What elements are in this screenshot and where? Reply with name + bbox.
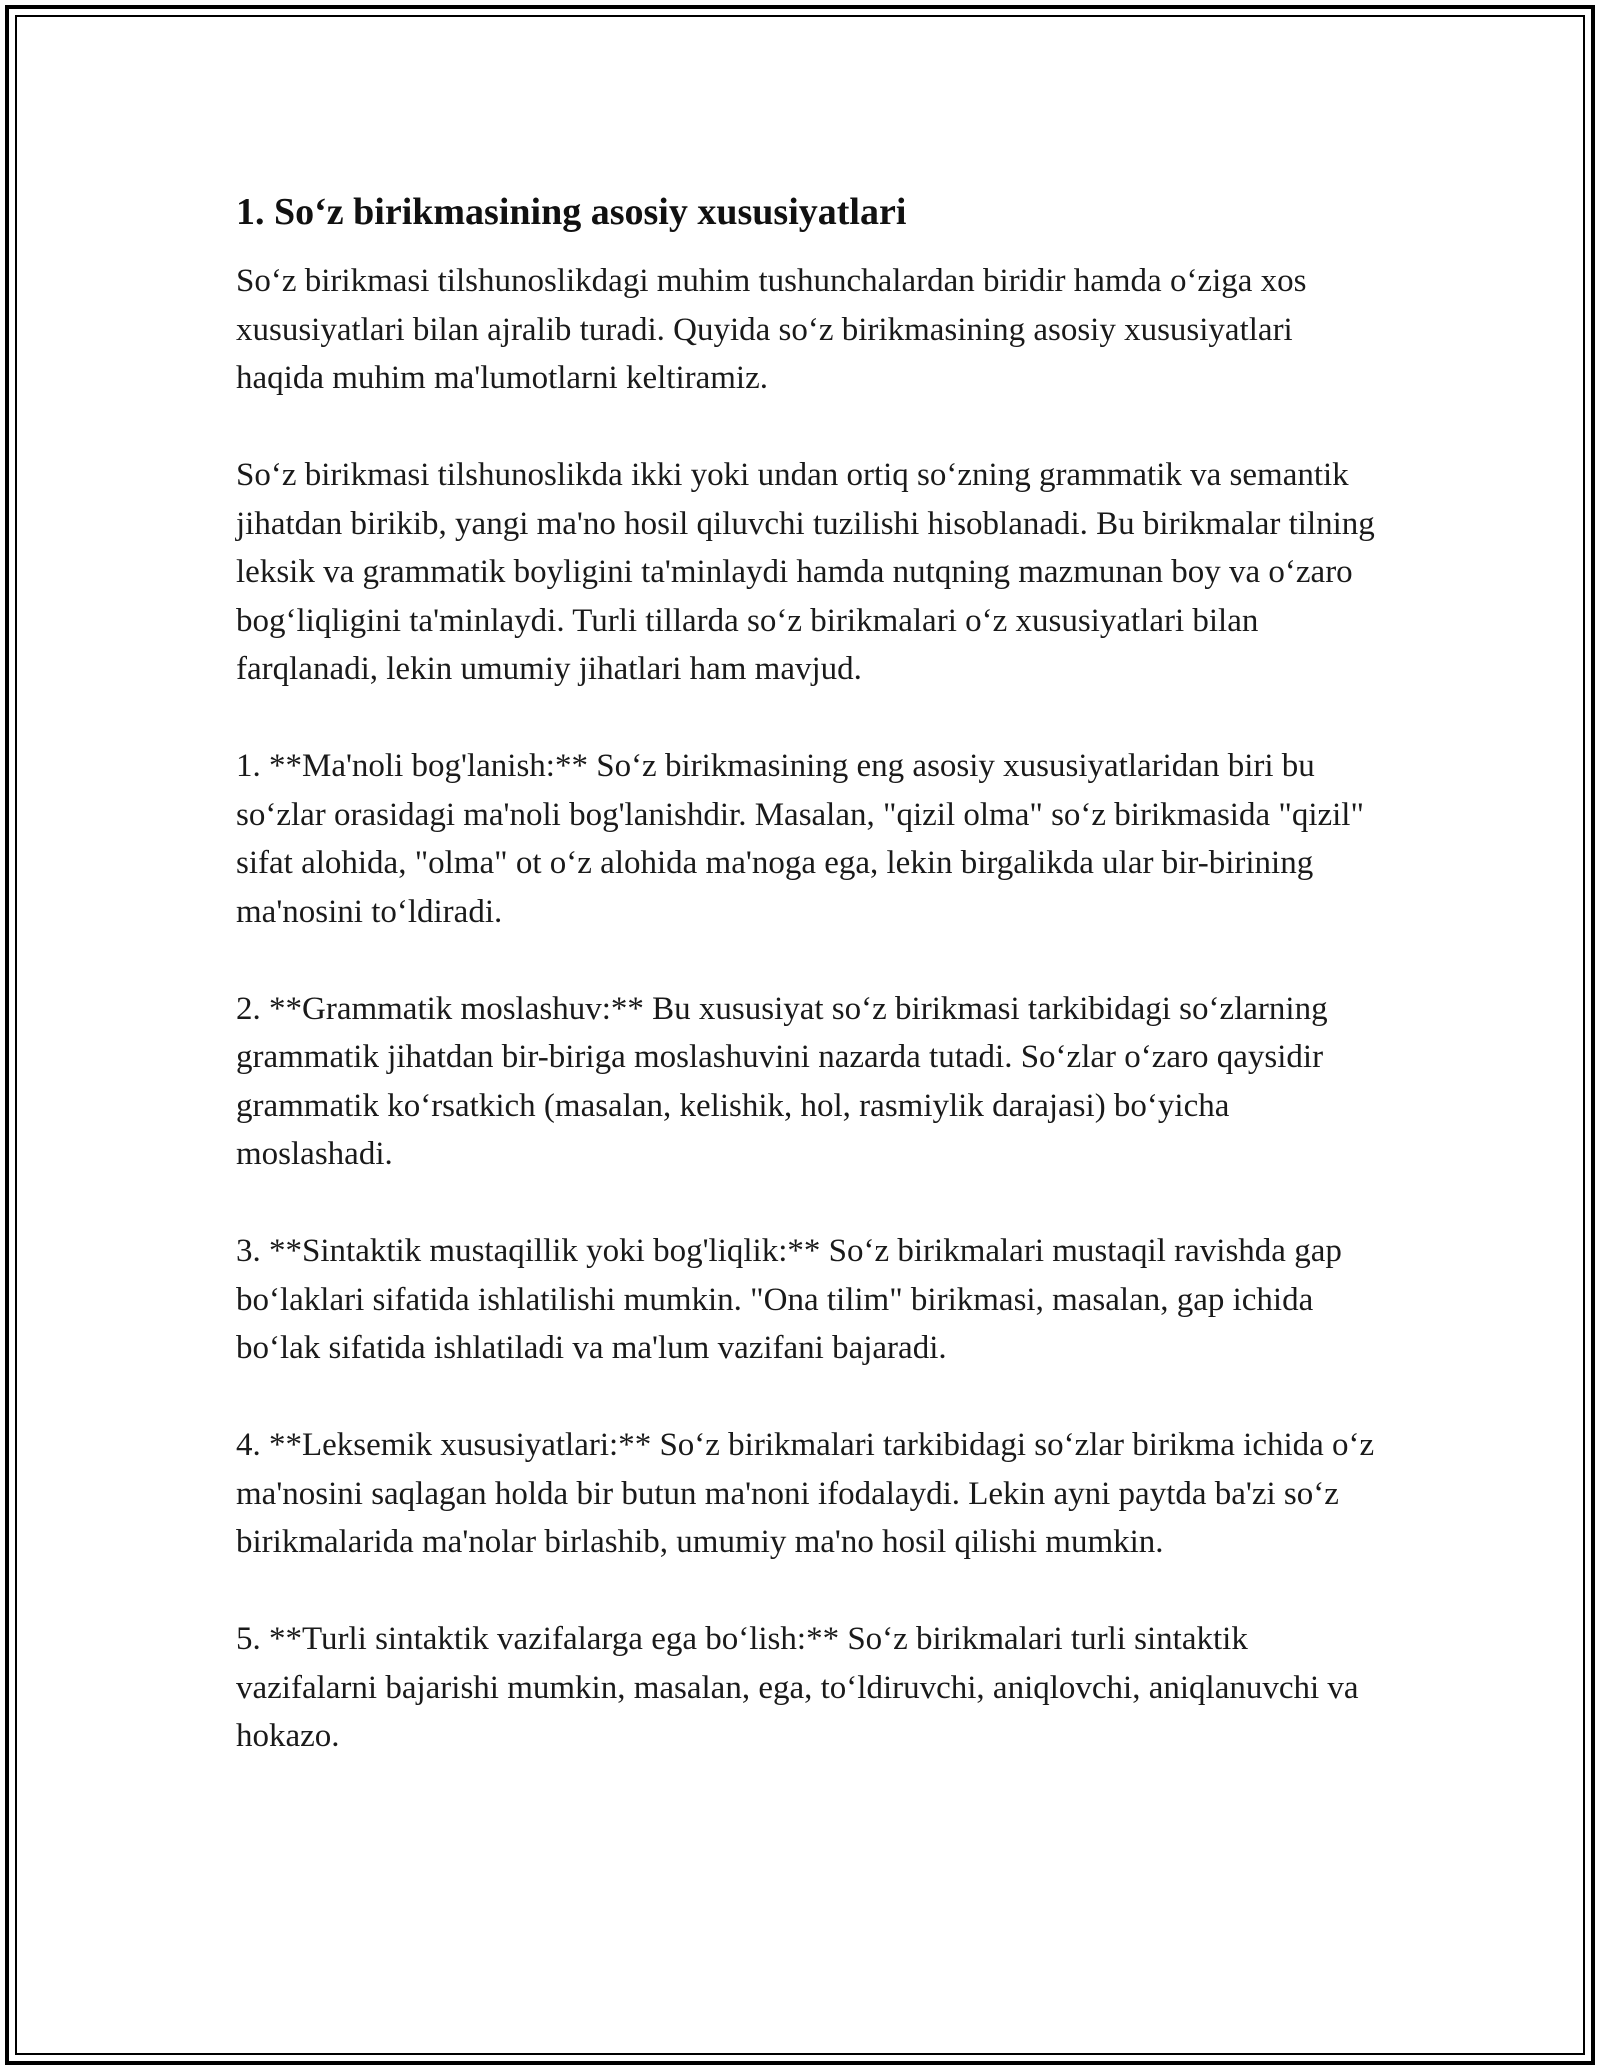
list-item-5: 5. **Turli sintaktik vazifalarga ega bo‘lish:** So‘z birikmalari turli sintaktik vazifalarni bajarishi mumkin, masalan, ega, to‘ldiruvchi, aniqlovchi, aniqlanuvchi va hokazo. xyxy=(236,1621,1359,1754)
list-item-2: 2. **Grammatik moslashuv:** Bu xususiyat so‘z birikmasi tarkibidagi so‘zlarning grammatik jihatdan bir-biriga moslashuvini nazarda tutadi. So‘zlar o‘zaro qaysidir grammatik ko‘rsatkich (masalan, kelishik, hol, rasmiylik darajasi) bo‘yicha moslashadi. xyxy=(236,990,1328,1172)
document-body xyxy=(236,188,1386,1809)
paragraph-definition: So‘z birikmasi tilshunoslikda ikki yoki undan ortiq so‘zning grammatik va semantik jihatdan birikib, yangi ma'no hosil qiluvchi tuzilishi hisoblanadi. Bu birikmalar tilning leksik va grammatik boyligini ta'minlaydi hamda nutqning mazmunan boy va o‘zaro bog‘liqligini ta'minlaydi. Turli tillarda so‘z birikmalari o‘z xususiyatlari bilan farqlanadi, lekin umumiy jihatlari ham mavjud. xyxy=(236,457,1375,687)
section-heading: 1. So‘z birikmasining asosiy xususiyatlari xyxy=(236,191,907,233)
paragraph-intro: So‘z birikmasi tilshunoslikdagi muhim tushunchalardan biridir hamda o‘ziga xos xususiyatlari bilan ajralib turadi. Quyida so‘z birikmasining asosiy xususiyatlari haqida muhim ma'lumotlarni keltiramiz. xyxy=(236,263,1307,396)
list-item-1: 1. **Ma'noli bog'lanish:** So‘z birikmasining eng asosiy xususiyatlaridan biri bu so‘zlar orasidagi ma'noli bog'lanishdir. Masalan, "qizil olma" so‘z birikmasida "qizil" sifat alohida, "olma" ot o‘z alohida ma'noga ega, lekin birgalikda ular bir-birining ma'nosini to‘ldiradi. xyxy=(236,748,1364,930)
list-item-3: 3. **Sintaktik mustaqillik yoki bog'liqlik:** So‘z birikmalari mustaqil ravishda gap bo‘laklari sifatida ishlatilishi mumkin. "Ona tilim" birikmasi, masalan, gap ichida bo‘lak sifatida ishlatiladi va ma'lum vazifani bajaradi. xyxy=(236,1233,1342,1366)
list-item-4: 4. **Leksemik xususiyatlari:** So‘z birikmalari tarkibidagi so‘zlar birikma ichida o‘z ma'nosini saqlagan holda bir butun ma'noni ifodalaydi. Lekin ayni paytda ba'zi so‘z birikmalarida ma'nolar birlashib, umumiy ma'no hosil qilishi mumkin. xyxy=(236,1427,1375,1560)
